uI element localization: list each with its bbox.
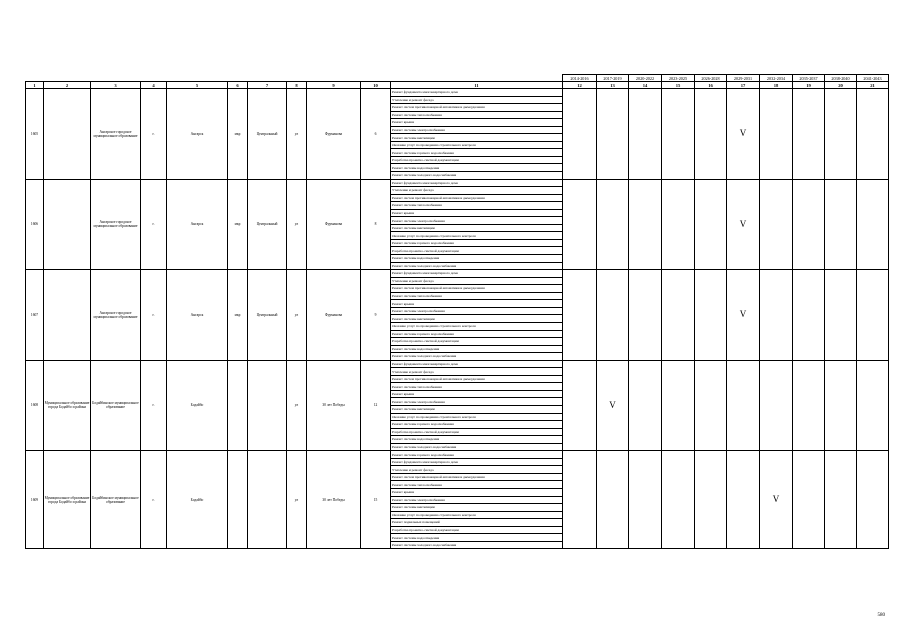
period-cell bbox=[563, 179, 597, 270]
period-mark-cell: V bbox=[597, 360, 629, 451]
column-number: 14 bbox=[629, 82, 662, 89]
period-cell bbox=[629, 360, 662, 451]
work-type-cell: Ремонт крыши bbox=[391, 390, 563, 398]
period-cell bbox=[857, 270, 889, 361]
street-type-cell: ул bbox=[287, 360, 307, 451]
district-cell: Муниципальное образование города Бодайбо и района bbox=[44, 360, 91, 451]
house-cell: 8 bbox=[361, 179, 391, 270]
period-cell bbox=[857, 451, 889, 549]
header-blank-cell bbox=[248, 75, 287, 82]
period-mark-cell: V bbox=[727, 270, 760, 361]
work-type-cell: Оказание услуг по проведению строительного контроля bbox=[391, 141, 563, 149]
building-number: 1606 bbox=[26, 179, 44, 270]
settlement-cell: Ангарск bbox=[167, 179, 228, 270]
work-type-cell: Ремонт фундамента многоквартирного дома bbox=[391, 458, 563, 466]
work-type-cell: Ремонт системы холодного водоснабжения bbox=[391, 172, 563, 180]
work-type-cell: Ремонт крыши bbox=[391, 119, 563, 127]
period-header: 2041-2043 bbox=[857, 75, 889, 82]
work-type-cell: Ремонт системы водоотведения bbox=[391, 255, 563, 263]
settlement-cell: Ангарск bbox=[167, 89, 228, 180]
work-type-cell: Ремонт системы электроснабжения bbox=[391, 398, 563, 406]
period-mark-cell: V bbox=[727, 89, 760, 180]
district-name-cell: Центральный bbox=[248, 179, 287, 270]
column-number: 15 bbox=[662, 82, 695, 89]
header-blank-cell bbox=[26, 75, 44, 82]
column-number: 5 bbox=[167, 82, 228, 89]
settlement-type-cell: г. bbox=[141, 451, 167, 549]
street-cell: Фурманова bbox=[307, 270, 361, 361]
period-header: 2032-2034 bbox=[760, 75, 793, 82]
work-type-cell: Ремонт систем противопожарной автоматики и дымоудаления bbox=[391, 473, 563, 481]
period-cell bbox=[793, 360, 825, 451]
work-type-cell: Ремонт фундамента многоквартирного дома bbox=[391, 360, 563, 368]
work-type-cell: Ремонт фундамента многоквартирного дома bbox=[391, 89, 563, 97]
table-row bbox=[26, 360, 889, 368]
period-cell bbox=[760, 360, 793, 451]
period-cell bbox=[793, 89, 825, 180]
work-type-cell: Оказание услуг по проведению строительного контроля bbox=[391, 322, 563, 330]
settlement-cell: Бодайбо bbox=[167, 451, 228, 549]
house-cell: 6 bbox=[361, 89, 391, 180]
period-cell bbox=[825, 179, 857, 270]
settlement-type-cell: г. bbox=[141, 179, 167, 270]
column-number: 16 bbox=[695, 82, 727, 89]
work-type-cell: Ремонт фундамента многоквартирного дома bbox=[391, 270, 563, 278]
work-type-cell: Ремонт системы водоотведения bbox=[391, 164, 563, 172]
column-number: 1 bbox=[26, 82, 44, 89]
work-type-cell: Ремонт системы теплоснабжения bbox=[391, 383, 563, 391]
municipality-cell: Ангарское городское муниципальное образование bbox=[91, 89, 141, 180]
period-cell bbox=[563, 451, 597, 549]
period-header: 2026-2028 bbox=[695, 75, 727, 82]
building-number: 1607 bbox=[26, 270, 44, 361]
column-number: 10 bbox=[361, 82, 391, 89]
municipality-cell: Ангарское городское муниципальное образование bbox=[91, 270, 141, 361]
work-type-cell: Ремонт системы горячего водоснабжения bbox=[391, 239, 563, 247]
street-cell: 30 лет Победы bbox=[307, 360, 361, 451]
street-cell: Фурманова bbox=[307, 179, 361, 270]
settlement-type-cell: г. bbox=[141, 270, 167, 361]
work-type-cell: Оказание услуг по проведению строительного контроля bbox=[391, 511, 563, 519]
header-blank-cell bbox=[228, 75, 248, 82]
period-cell bbox=[857, 360, 889, 451]
work-type-cell: Ремонт системы электроснабжения bbox=[391, 307, 563, 315]
column-number-row bbox=[26, 82, 889, 89]
house-cell: 15 bbox=[361, 451, 391, 549]
period-cell bbox=[695, 89, 727, 180]
work-type-cell: Ремонт системы горячего водоснабжения bbox=[391, 330, 563, 338]
work-type-cell: Утепление и ремонт фасада bbox=[391, 187, 563, 195]
district-name-cell: Центральный bbox=[248, 89, 287, 180]
period-cell bbox=[597, 179, 629, 270]
column-number: 19 bbox=[793, 82, 825, 89]
period-cell bbox=[760, 89, 793, 180]
column-number: 4 bbox=[141, 82, 167, 89]
district-name-cell bbox=[248, 451, 287, 549]
work-type-cell: Ремонт системы вентиляции bbox=[391, 504, 563, 512]
period-header: 2020-2022 bbox=[629, 75, 662, 82]
period-cell bbox=[662, 451, 695, 549]
work-type-cell: Ремонт систем противопожарной автоматики и дымоудаления bbox=[391, 104, 563, 112]
period-cell bbox=[727, 360, 760, 451]
district-cell bbox=[44, 179, 91, 270]
table-row bbox=[26, 179, 889, 187]
work-type-cell: Ремонт системы электроснабжения bbox=[391, 126, 563, 134]
period-cell bbox=[760, 270, 793, 361]
district-type-cell: мкр bbox=[228, 270, 248, 361]
street-cell: Фурманова bbox=[307, 89, 361, 180]
period-cell bbox=[563, 89, 597, 180]
building-number: 1609 bbox=[26, 451, 44, 549]
period-cell bbox=[629, 89, 662, 180]
house-cell: 9 bbox=[361, 270, 391, 361]
period-cell bbox=[727, 451, 760, 549]
work-type-cell: Ремонт системы теплоснабжения bbox=[391, 202, 563, 210]
period-cell bbox=[793, 451, 825, 549]
period-cell bbox=[597, 89, 629, 180]
work-type-cell: Ремонт крыши bbox=[391, 209, 563, 217]
work-type-cell: Ремонт систем противопожарной автоматики и дымоудаления bbox=[391, 285, 563, 293]
period-header: 2023-2025 bbox=[662, 75, 695, 82]
municipality-cell: Ангарское городское муниципальное образование bbox=[91, 179, 141, 270]
work-type-cell: Разработка проектно-сметной документации bbox=[391, 526, 563, 534]
period-cell bbox=[662, 360, 695, 451]
street-type-cell: ул bbox=[287, 179, 307, 270]
column-number: 13 bbox=[597, 82, 629, 89]
work-type-cell: Ремонт системы теплоснабжения bbox=[391, 481, 563, 489]
work-type-cell: Ремонт системы электроснабжения bbox=[391, 496, 563, 504]
column-number: 9 bbox=[307, 82, 361, 89]
work-type-cell: Ремонт системы вентиляции bbox=[391, 315, 563, 323]
work-type-cell: Ремонт систем противопожарной автоматики и дымоудаления bbox=[391, 194, 563, 202]
header-blank-cell bbox=[44, 75, 91, 82]
table-row bbox=[26, 270, 889, 278]
work-type-cell: Ремонт крыши bbox=[391, 300, 563, 308]
work-type-cell: Ремонт системы вентиляции bbox=[391, 224, 563, 232]
period-cell bbox=[825, 89, 857, 180]
work-type-cell: Ремонт системы горячего водоснабжения bbox=[391, 149, 563, 157]
period-cell bbox=[857, 179, 889, 270]
column-number: 2 bbox=[44, 82, 91, 89]
period-cell bbox=[825, 270, 857, 361]
settlement-cell: Ангарск bbox=[167, 270, 228, 361]
period-header: 2014-2016 bbox=[563, 75, 597, 82]
column-number: 8 bbox=[287, 82, 307, 89]
district-type-cell bbox=[228, 360, 248, 451]
district-type-cell: мкр bbox=[228, 89, 248, 180]
column-number: 17 bbox=[727, 82, 760, 89]
period-cell bbox=[597, 451, 629, 549]
period-cell bbox=[662, 89, 695, 180]
street-type-cell: ул bbox=[287, 89, 307, 180]
period-cell bbox=[629, 179, 662, 270]
work-type-cell: Ремонт системы холодного водоснабжения bbox=[391, 541, 563, 549]
period-cell bbox=[563, 360, 597, 451]
header-blank-cell bbox=[307, 75, 361, 82]
work-type-cell: Ремонт систем противопожарной автоматики и дымоудаления bbox=[391, 375, 563, 383]
municipality-cell: Бодайбинское муниципальное образование bbox=[91, 451, 141, 549]
period-header-row bbox=[26, 75, 889, 82]
work-type-cell: Ремонт системы теплоснабжения bbox=[391, 111, 563, 119]
period-cell bbox=[629, 270, 662, 361]
period-cell bbox=[695, 270, 727, 361]
capital-repair-schedule-table bbox=[25, 74, 889, 549]
work-type-cell: Утепление и ремонт фасада bbox=[391, 277, 563, 285]
period-cell bbox=[563, 270, 597, 361]
column-number: 12 bbox=[563, 82, 597, 89]
period-cell bbox=[662, 179, 695, 270]
work-type-cell: Разработка проектно-сметной документации bbox=[391, 428, 563, 436]
work-type-cell: Ремонт системы горячего водоснабжения bbox=[391, 421, 563, 429]
work-type-cell: Ремонт системы горячего водоснабжения bbox=[391, 451, 563, 459]
district-cell bbox=[44, 89, 91, 180]
street-cell: 30 лет Победы bbox=[307, 451, 361, 549]
period-header: 2038-2040 bbox=[825, 75, 857, 82]
header-blank-cell bbox=[361, 75, 391, 82]
work-type-cell: Утепление и ремонт фасада bbox=[391, 96, 563, 104]
settlement-cell: Бодайбо bbox=[167, 360, 228, 451]
page-number: 580 bbox=[877, 613, 885, 618]
work-type-cell: Разработка проектно-сметной документации bbox=[391, 338, 563, 346]
work-type-cell: Ремонт фундамента многоквартирного дома bbox=[391, 179, 563, 187]
period-cell bbox=[825, 360, 857, 451]
work-type-cell: Разработка проектно-сметной документации bbox=[391, 156, 563, 164]
period-cell bbox=[760, 179, 793, 270]
work-type-cell: Утепление и ремонт фасада bbox=[391, 466, 563, 474]
work-type-cell: Оказание услуг по проведению строительного контроля bbox=[391, 413, 563, 421]
column-number: 20 bbox=[825, 82, 857, 89]
period-cell bbox=[793, 270, 825, 361]
district-name-cell bbox=[248, 360, 287, 451]
work-type-cell: Ремонт системы водоотведения bbox=[391, 436, 563, 444]
header-blank-cell bbox=[391, 75, 563, 82]
work-type-cell: Ремонт системы водоотведения bbox=[391, 534, 563, 542]
column-number: 3 bbox=[91, 82, 141, 89]
period-cell bbox=[793, 179, 825, 270]
period-cell bbox=[597, 270, 629, 361]
period-cell bbox=[662, 270, 695, 361]
work-type-cell: Ремонт системы холодного водоснабжения bbox=[391, 353, 563, 361]
district-cell bbox=[44, 270, 91, 361]
work-type-cell: Ремонт подвальных помещений bbox=[391, 519, 563, 527]
building-number: 1608 bbox=[26, 360, 44, 451]
district-name-cell: Центральный bbox=[248, 270, 287, 361]
work-type-cell: Ремонт системы водоотведения bbox=[391, 345, 563, 353]
street-type-cell: ул bbox=[287, 270, 307, 361]
work-type-cell: Ремонт крыши bbox=[391, 488, 563, 496]
district-type-cell: мкр bbox=[228, 179, 248, 270]
period-header: 2035-2037 bbox=[793, 75, 825, 82]
period-cell bbox=[825, 451, 857, 549]
period-mark-cell: V bbox=[760, 451, 793, 549]
work-type-cell: Ремонт системы теплоснабжения bbox=[391, 292, 563, 300]
header-blank-cell bbox=[167, 75, 228, 82]
table-row bbox=[26, 451, 889, 459]
period-cell bbox=[695, 360, 727, 451]
municipality-cell: Бодайбинское муниципальное образование bbox=[91, 360, 141, 451]
building-number: 1605 bbox=[26, 89, 44, 180]
house-cell: 12 bbox=[361, 360, 391, 451]
period-cell bbox=[695, 179, 727, 270]
settlement-type-cell: г. bbox=[141, 89, 167, 180]
street-type-cell: ул bbox=[287, 451, 307, 549]
period-header: 2017-2019 bbox=[597, 75, 629, 82]
header-blank-cell bbox=[141, 75, 167, 82]
work-type-cell: Ремонт системы холодного водоснабжения bbox=[391, 443, 563, 451]
district-type-cell bbox=[228, 451, 248, 549]
work-type-cell: Ремонт системы вентиляции bbox=[391, 405, 563, 413]
header-blank-cell bbox=[91, 75, 141, 82]
work-type-cell: Ремонт системы вентиляции bbox=[391, 134, 563, 142]
column-number: 7 bbox=[248, 82, 287, 89]
column-number: 11 bbox=[391, 82, 563, 89]
column-number: 18 bbox=[760, 82, 793, 89]
period-cell bbox=[857, 89, 889, 180]
work-type-cell: Разработка проектно-сметной документации bbox=[391, 247, 563, 255]
table-row bbox=[26, 89, 889, 97]
work-type-cell: Ремонт системы холодного водоснабжения bbox=[391, 262, 563, 270]
work-type-cell: Утепление и ремонт фасада bbox=[391, 368, 563, 376]
header-blank-cell bbox=[287, 75, 307, 82]
district-cell: Муниципальное образование города Бодайбо и района bbox=[44, 451, 91, 549]
column-number: 6 bbox=[228, 82, 248, 89]
period-cell bbox=[629, 451, 662, 549]
period-mark-cell: V bbox=[727, 179, 760, 270]
work-type-cell: Ремонт системы электроснабжения bbox=[391, 217, 563, 225]
period-header: 2029-2031 bbox=[727, 75, 760, 82]
work-type-cell: Оказание услуг по проведению строительного контроля bbox=[391, 232, 563, 240]
period-cell bbox=[695, 451, 727, 549]
settlement-type-cell: г. bbox=[141, 360, 167, 451]
column-number: 21 bbox=[857, 82, 889, 89]
